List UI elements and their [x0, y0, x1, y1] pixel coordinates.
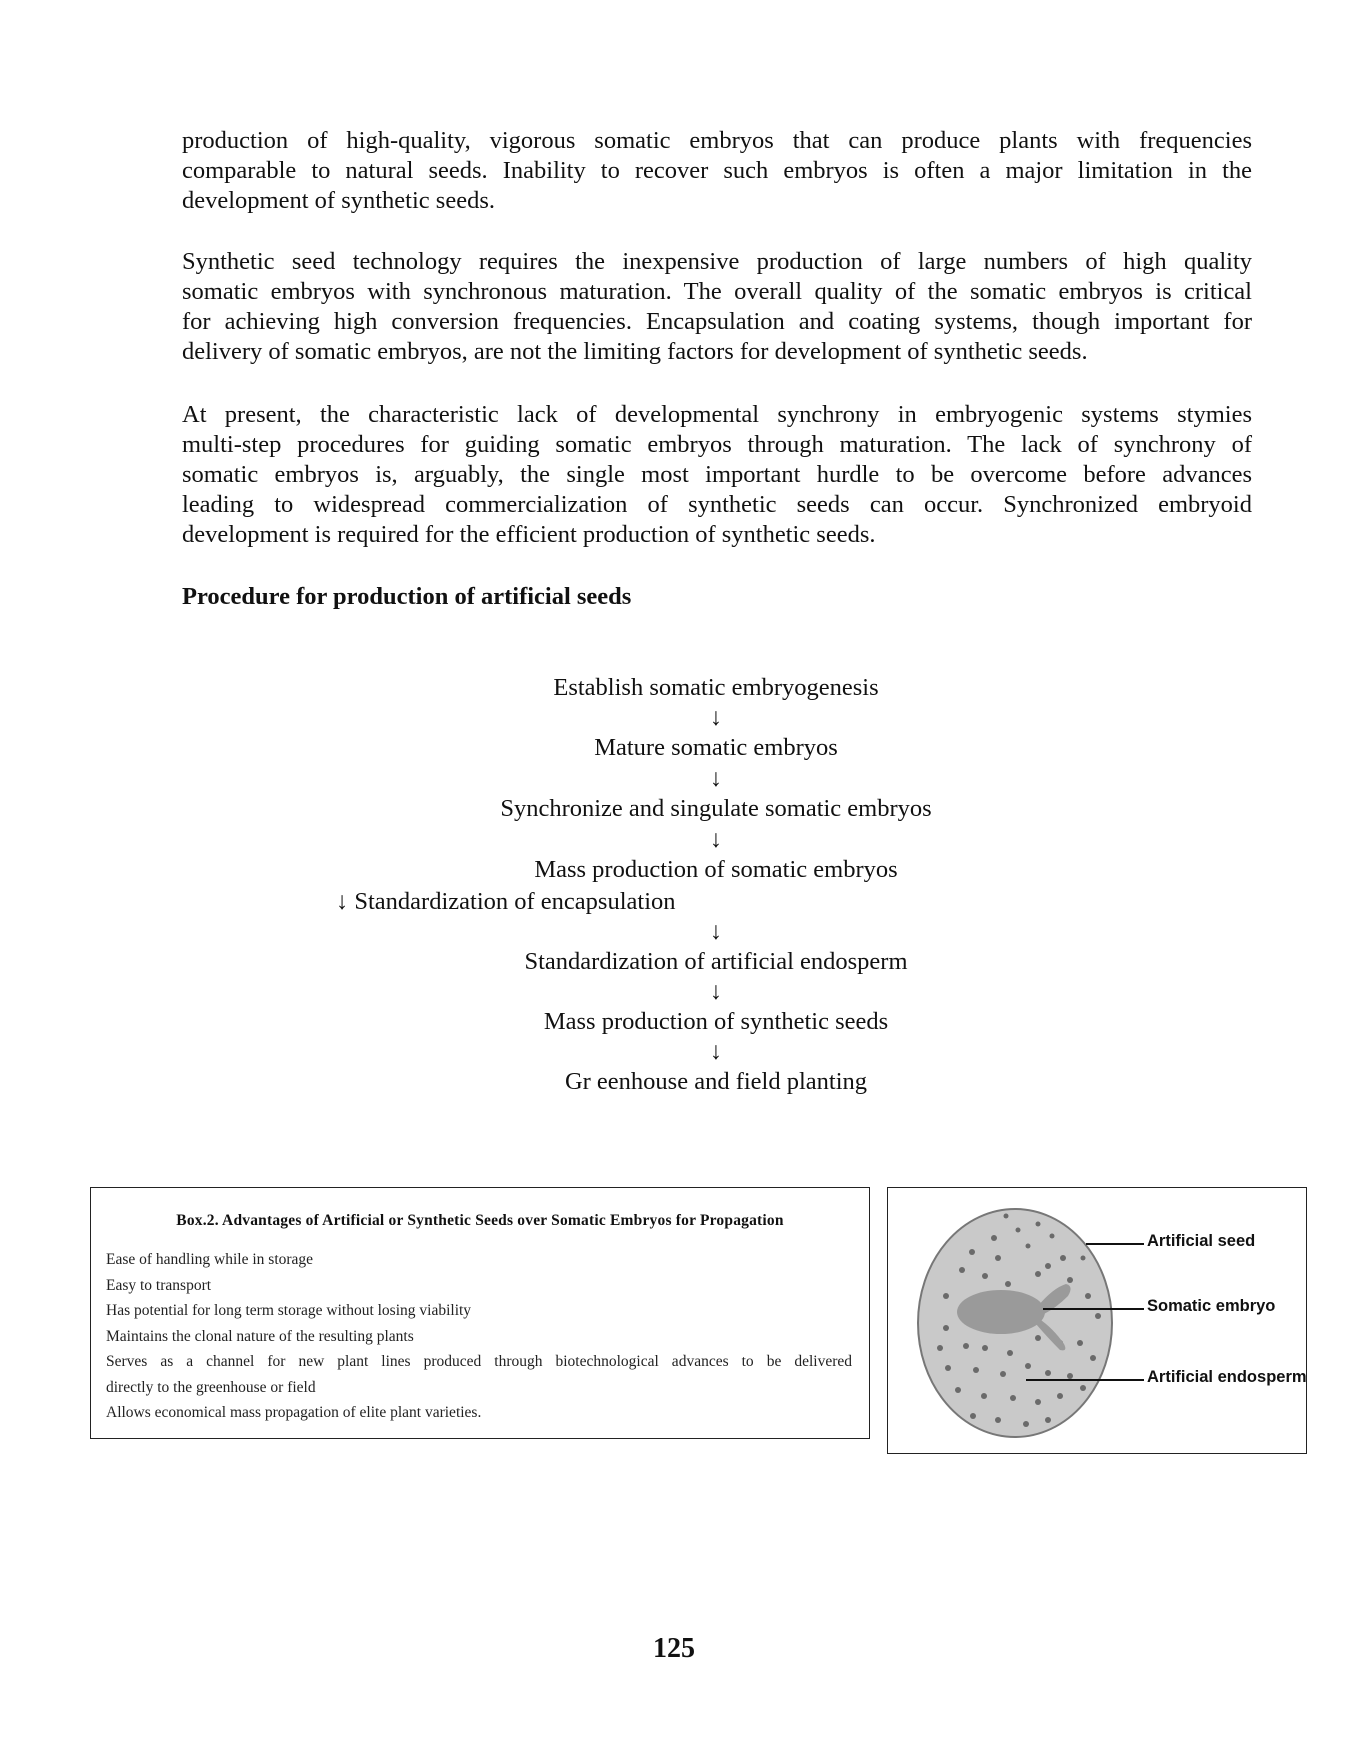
label-artificial-endosperm: Artificial endosperm [1147, 1368, 1307, 1386]
synthetic-seed-diagram [887, 1187, 1307, 1454]
page-number: 125 [653, 1633, 695, 1664]
flow-step-mature: Mature somatic embryos [594, 734, 838, 761]
paragraph-line: multi-step procedures for guiding somatic embryos through maturation. The lack of synchrony of [182, 431, 1252, 458]
paragraph-line: development of synthetic seeds. [182, 187, 495, 214]
paragraph-line: somatic embryos with synchronous maturation. The overall quality of the somatic embryos is critical [182, 278, 1252, 305]
down-arrow-icon: ↓ [709, 918, 723, 945]
down-arrow-icon: ↓ [709, 1038, 723, 1065]
paragraph-line: leading to widespread commercialization of synthetic seeds can occur. Synchronized embryoid [182, 491, 1252, 518]
flow-step-establish: Establish somatic embryogenesis [553, 674, 879, 701]
box-item: Ease of handling while in storage [106, 1251, 314, 1268]
box-item: Easy to transport [106, 1277, 212, 1294]
flow-step-endosperm: Standardization of artificial endosperm [524, 948, 908, 975]
flow-step-mass-embryos: Mass production of somatic embryos [534, 856, 898, 883]
paragraph-line: At present, the characteristic lack of developmental synchrony in embryogenic systems stymies [182, 401, 1252, 428]
flow-step-mass-seeds: Mass production of synthetic seeds [543, 1008, 889, 1035]
paragraph-line: somatic embryos is, arguably, the single most important hurdle to be overcome before advances [182, 461, 1252, 488]
flow-step-encapsulation: ↓ Standardization of encapsulation [336, 888, 676, 915]
seed-illustration [888, 1188, 1308, 1455]
paragraph-line: for achieving high conversion frequencies. Encapsulation and coating systems, though important for [182, 308, 1252, 335]
box-item: Maintains the clonal nature of the resulting plants [106, 1328, 414, 1345]
box-item: Serves as a channel for new plant lines produced through biotechnological advances to be delivered [106, 1353, 852, 1370]
label-artificial-seed: Artificial seed [1147, 1232, 1256, 1250]
box-item: Has potential for long term storage without losing viability [106, 1302, 472, 1319]
box-item: Allows economical mass propagation of elite plant varieties. [106, 1404, 482, 1421]
paragraph-line: delivery of somatic embryos, are not the limiting factors for development of synthetic seeds. [182, 338, 1088, 365]
section-heading: Procedure for production of artificial seeds [182, 583, 632, 610]
down-arrow-icon: ↓ [709, 704, 723, 731]
box-item: directly to the greenhouse or field [106, 1379, 316, 1396]
label-somatic-embryo: Somatic embryo [1147, 1297, 1276, 1315]
down-arrow-icon: ↓ [709, 765, 723, 792]
paragraph-line: development is required for the efficient production of synthetic seeds. [182, 521, 876, 548]
advantages-box [90, 1187, 870, 1439]
down-arrow-icon: ↓ [709, 826, 723, 853]
paragraph-line: production of high-quality, vigorous somatic embryos that can produce plants with frequencies [182, 127, 1252, 154]
down-arrow-icon: ↓ [709, 978, 723, 1005]
paragraph-line: Synthetic seed technology requires the inexpensive production of large numbers of high quality [182, 248, 1252, 275]
flow-step-greenhouse: Gr eenhouse and field planting [564, 1068, 868, 1095]
box-title: Box.2. Advantages of Artificial or Synthetic Seeds over Somatic Embryos for Propagation [176, 1212, 784, 1229]
flow-step-synchronize: Synchronize and singulate somatic embryos [500, 795, 932, 822]
paragraph-line: comparable to natural seeds. Inability to recover such embryos is often a major limitation in the [182, 157, 1252, 184]
